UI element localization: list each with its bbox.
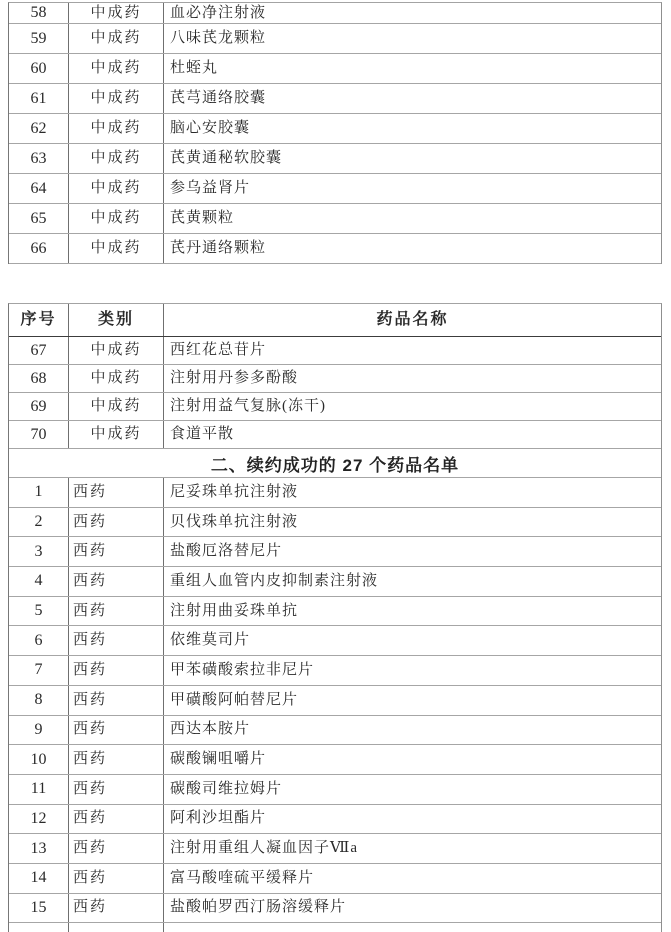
- table-row: [9, 864, 661, 894]
- cell-no: 61: [9, 84, 69, 113]
- cell-name: 西达本胺片: [170, 721, 251, 738]
- cell-name: 依维莫司片: [170, 632, 251, 649]
- header-cell-name: 药品名称: [376, 311, 449, 328]
- cell-no: 64: [9, 174, 69, 203]
- cell-no: 65: [9, 204, 69, 233]
- cell-name: 阿利沙坦酯片: [170, 810, 267, 827]
- cell-name: 杜蛭丸: [170, 60, 219, 76]
- table-row: [9, 144, 661, 174]
- cell-no: 1: [9, 478, 69, 507]
- cell-no: 6: [9, 626, 69, 655]
- cell-name: 芪丹通络颗粒: [170, 240, 267, 256]
- cell-no: 3: [9, 537, 69, 566]
- cell-category: 中成药: [69, 84, 164, 113]
- cell-name: 食道平散: [170, 426, 235, 442]
- cell-category: 西药: [69, 834, 164, 863]
- cell-no: 70: [9, 421, 69, 448]
- cell-name: 盐酸厄洛替尼片: [170, 543, 283, 560]
- cell-category: 中成药: [69, 204, 164, 233]
- table-row: [9, 114, 661, 144]
- table-row: [9, 745, 661, 775]
- cell-name: 富马酸喹硫平缓释片: [170, 869, 315, 886]
- table-row: [9, 478, 661, 508]
- cell-name: 盐酸帕罗西汀肠溶缓释片: [170, 899, 347, 916]
- table-row: [9, 597, 661, 627]
- cell-category: 西药: [69, 567, 164, 596]
- cell-no: 59: [9, 24, 69, 53]
- cell-no: 4: [9, 567, 69, 596]
- cell-no: 13: [9, 834, 69, 863]
- table-row: [9, 234, 661, 264]
- cell-name: 甲苯磺酸索拉非尼片: [170, 661, 315, 678]
- cell-name: 芪芎通络胶囊: [170, 90, 267, 106]
- cell-category: 西药: [69, 805, 164, 834]
- cell-category: 中成药: [69, 393, 164, 420]
- cell-no: 60: [9, 54, 69, 83]
- table-row: [9, 24, 661, 54]
- table-row: [9, 365, 661, 393]
- cell-category: 西药: [69, 864, 164, 893]
- table-row: [9, 3, 661, 24]
- cell-category: 中成药: [69, 234, 164, 263]
- cell-category: 中成药: [69, 3, 164, 23]
- table-row: [9, 337, 661, 365]
- cell-category: 西药: [69, 745, 164, 774]
- cell-category: 西药: [69, 626, 164, 655]
- cell-name: 注射用重组人凝血因子Ⅶa: [170, 840, 359, 857]
- cell-category: 西药: [69, 686, 164, 715]
- cell-category: 西药: [69, 597, 164, 626]
- section-title-row: [9, 449, 661, 478]
- cell-category: 中成药: [69, 114, 164, 143]
- table-row: [9, 834, 661, 864]
- cell-no: 58: [9, 3, 69, 23]
- cell-no: 5: [9, 597, 69, 626]
- table-row: [9, 84, 661, 114]
- cell-no: 69: [9, 393, 69, 420]
- cell-name: 甲磺酸阿帕替尼片: [170, 691, 299, 708]
- table-row: [9, 508, 661, 538]
- section-title: 二、续约成功的 27 个药品名单: [210, 455, 460, 475]
- cell-no: 62: [9, 114, 69, 143]
- cell-name: 碳酸司维拉姆片: [170, 780, 283, 797]
- cell-category: 中成药: [69, 24, 164, 53]
- table-row: [9, 716, 661, 746]
- cell-no: 15: [9, 894, 69, 923]
- table-body: [9, 3, 661, 264]
- table-row: [9, 894, 661, 924]
- cell-name: 碳酸镧咀嚼片: [170, 751, 267, 768]
- cell-category: 中成药: [69, 174, 164, 203]
- cell-name: 尼妥珠单抗注射液: [170, 483, 299, 500]
- cell-category: 中成药: [69, 421, 164, 448]
- table-row: [9, 204, 661, 234]
- cell-category: 西药: [69, 775, 164, 804]
- cell-name: 注射用丹参多酚酸: [170, 370, 299, 386]
- table-body-bottom: [9, 478, 661, 923]
- cell-name: 西红花总苷片: [170, 342, 267, 358]
- cell-no: 14: [9, 864, 69, 893]
- table-row: [9, 537, 661, 567]
- table-row: [9, 54, 661, 84]
- cell-no: 10: [9, 745, 69, 774]
- cell-no: 7: [9, 656, 69, 685]
- cell-no: 66: [9, 234, 69, 263]
- table-row: [9, 567, 661, 597]
- header-cell-no: 序号: [9, 304, 69, 336]
- cell-name: 贝伐珠单抗注射液: [170, 513, 299, 530]
- cell-category: 中成药: [69, 337, 164, 364]
- drug-table-continued: [8, 2, 662, 264]
- cell-category: 中成药: [69, 54, 164, 83]
- cell-no: 12: [9, 805, 69, 834]
- cell-category: 西药: [69, 656, 164, 685]
- cell-name: 脑心安胶囊: [170, 120, 251, 136]
- cell-name: 八味芪龙颗粒: [170, 30, 267, 46]
- table-row: [9, 174, 661, 204]
- table-body-top: [9, 337, 661, 449]
- cell-category: 中成药: [69, 365, 164, 392]
- cell-name: 芪黄颗粒: [170, 210, 235, 226]
- cell-category: 西药: [69, 478, 164, 507]
- cell-no: 63: [9, 144, 69, 173]
- table-header-row: [9, 304, 661, 337]
- cell-name: 血必净注射液: [170, 4, 267, 21]
- cell-name: 参乌益肾片: [170, 180, 251, 196]
- cell-category: 西药: [69, 537, 164, 566]
- cell-no: 11: [9, 775, 69, 804]
- cell-category: 西药: [69, 508, 164, 537]
- cell-name: 注射用曲妥珠单抗: [170, 602, 299, 619]
- table-row: [9, 805, 661, 835]
- cell-name: 注射用益气复脉(冻干): [170, 398, 326, 414]
- cell-name: 重组人血管内皮抑制素注射液: [170, 572, 379, 589]
- cell-no: 2: [9, 508, 69, 537]
- cell-no: 67: [9, 337, 69, 364]
- drug-table: [8, 303, 662, 932]
- table-row: [9, 656, 661, 686]
- cell-no: 68: [9, 365, 69, 392]
- table-row: [9, 775, 661, 805]
- header-cell-category: 类别: [69, 304, 164, 336]
- table-row: [9, 626, 661, 656]
- table-row: [9, 421, 661, 449]
- table-row: [9, 393, 661, 421]
- table-row: [9, 686, 661, 716]
- cell-name: 芪黄通秘软胶囊: [170, 150, 283, 166]
- cell-category: 中成药: [69, 144, 164, 173]
- cell-category: 西药: [69, 716, 164, 745]
- cell-no: 9: [9, 716, 69, 745]
- cell-no: 8: [9, 686, 69, 715]
- cell-category: 西药: [69, 894, 164, 923]
